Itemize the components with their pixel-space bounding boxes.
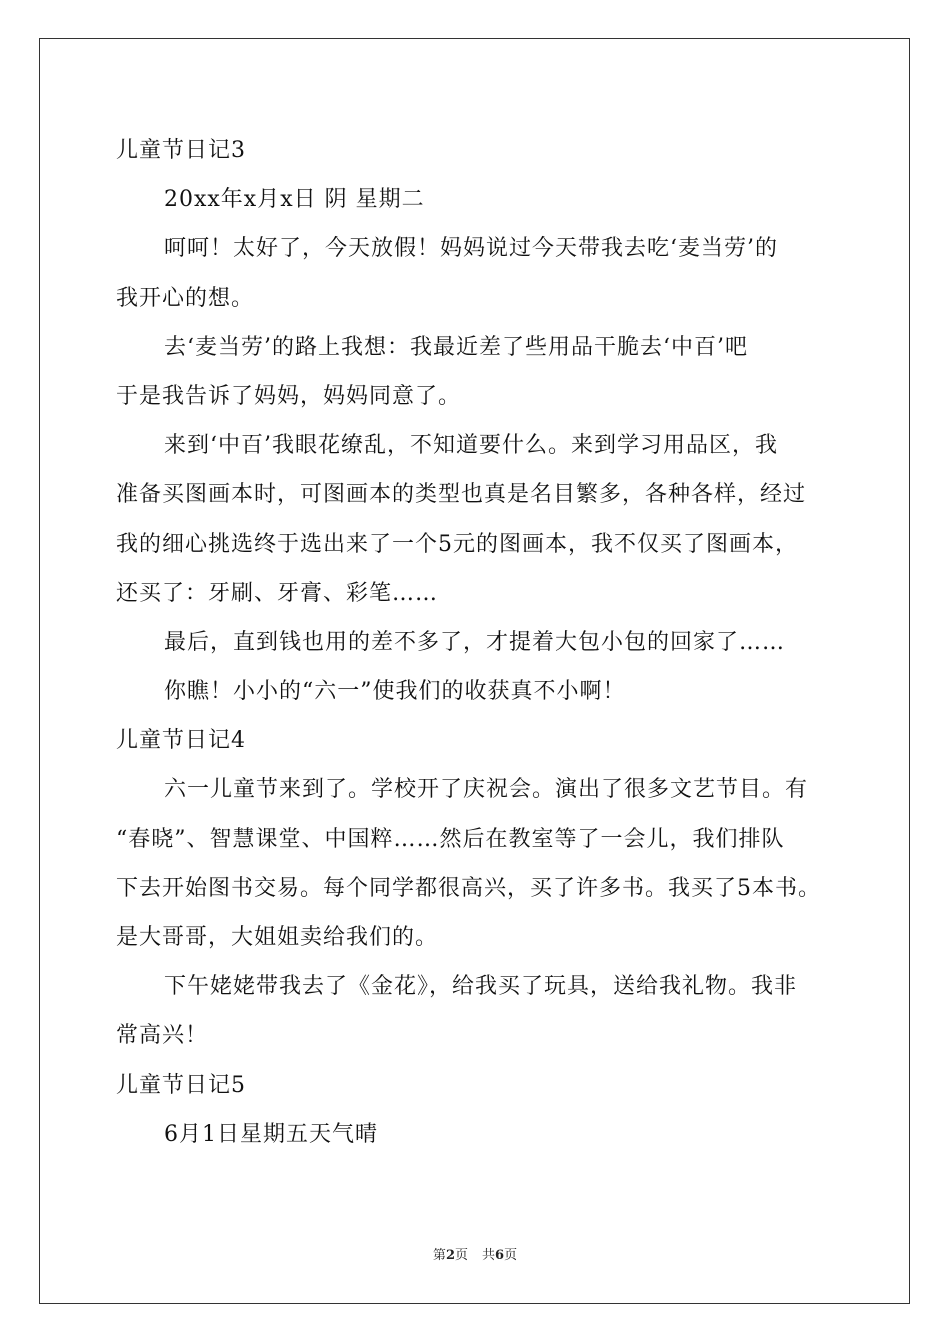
- text-line: 下去开始图书交易。每个同学都很高兴，买了许多书。我买了5本书。: [116, 875, 821, 901]
- text-line: 儿童节日记3: [116, 138, 246, 163]
- text-line: 去‘麦当劳’的路上我想：我最近差了些用品干脆去‘中百’吧: [164, 334, 748, 360]
- text-line: 我的细心挑选终于选出来了一个5元的图画本，我不仅买了图画本，: [116, 531, 798, 557]
- text-line: 六一儿童节来到了。学校开了庆祝会。演出了很多文艺节目。有: [164, 777, 809, 803]
- text-line: 你瞧！小小的“六一”使我们的收获真不小啊！: [164, 679, 626, 705]
- footer-page-prefix: 第: [432, 1248, 446, 1263]
- text-line: 6月1日星期五天气晴: [164, 1121, 378, 1147]
- text-line: 最后，直到钱也用的差不多了，才提着大包小包的回家了……: [164, 629, 786, 655]
- footer-total-pages: 6: [495, 1248, 505, 1263]
- footer-page-suffix: 页: [454, 1248, 468, 1263]
- text-line: 来到‘中百’我眼花缭乱，不知道要什么。来到学习用品区，我: [164, 433, 778, 459]
- footer-total-suffix: 页: [504, 1248, 518, 1263]
- text-line: 下午姥姥带我去了《金花》，给我买了玩具，送给我礼物。我非: [164, 974, 798, 1000]
- text-line: 儿童节日记5: [116, 1072, 246, 1098]
- text-line: 呵呵！太好了，今天放假！妈妈说过今天带我去吃‘麦当劳’的: [164, 236, 778, 262]
- text-line: 20xx年x月x日 阴 星期二: [164, 187, 425, 213]
- text-line: “春晓”、智慧课堂、中国粹……然后在教室等了一会儿，我们排队: [116, 826, 785, 852]
- text-line: 我开心的想。: [116, 285, 255, 311]
- text-line: 还买了：牙刷、牙膏、彩笔……: [116, 580, 439, 606]
- text-line: 准备买图画本时，可图画本的类型也真是名目繁多，各种各样，经过: [116, 482, 807, 508]
- document-body: [116, 126, 846, 1159]
- footer-total-prefix: 共: [482, 1248, 496, 1263]
- text-line: 于是我告诉了妈妈，妈妈同意了。: [116, 383, 462, 409]
- footer-page-number: 2: [445, 1248, 455, 1263]
- page-footer: [0, 1244, 950, 1263]
- text-line: 常高兴！: [116, 1023, 209, 1049]
- text-line: 儿童节日记4: [116, 728, 246, 754]
- text-line: 是大哥哥，大姐姐卖给我们的。: [116, 925, 439, 950]
